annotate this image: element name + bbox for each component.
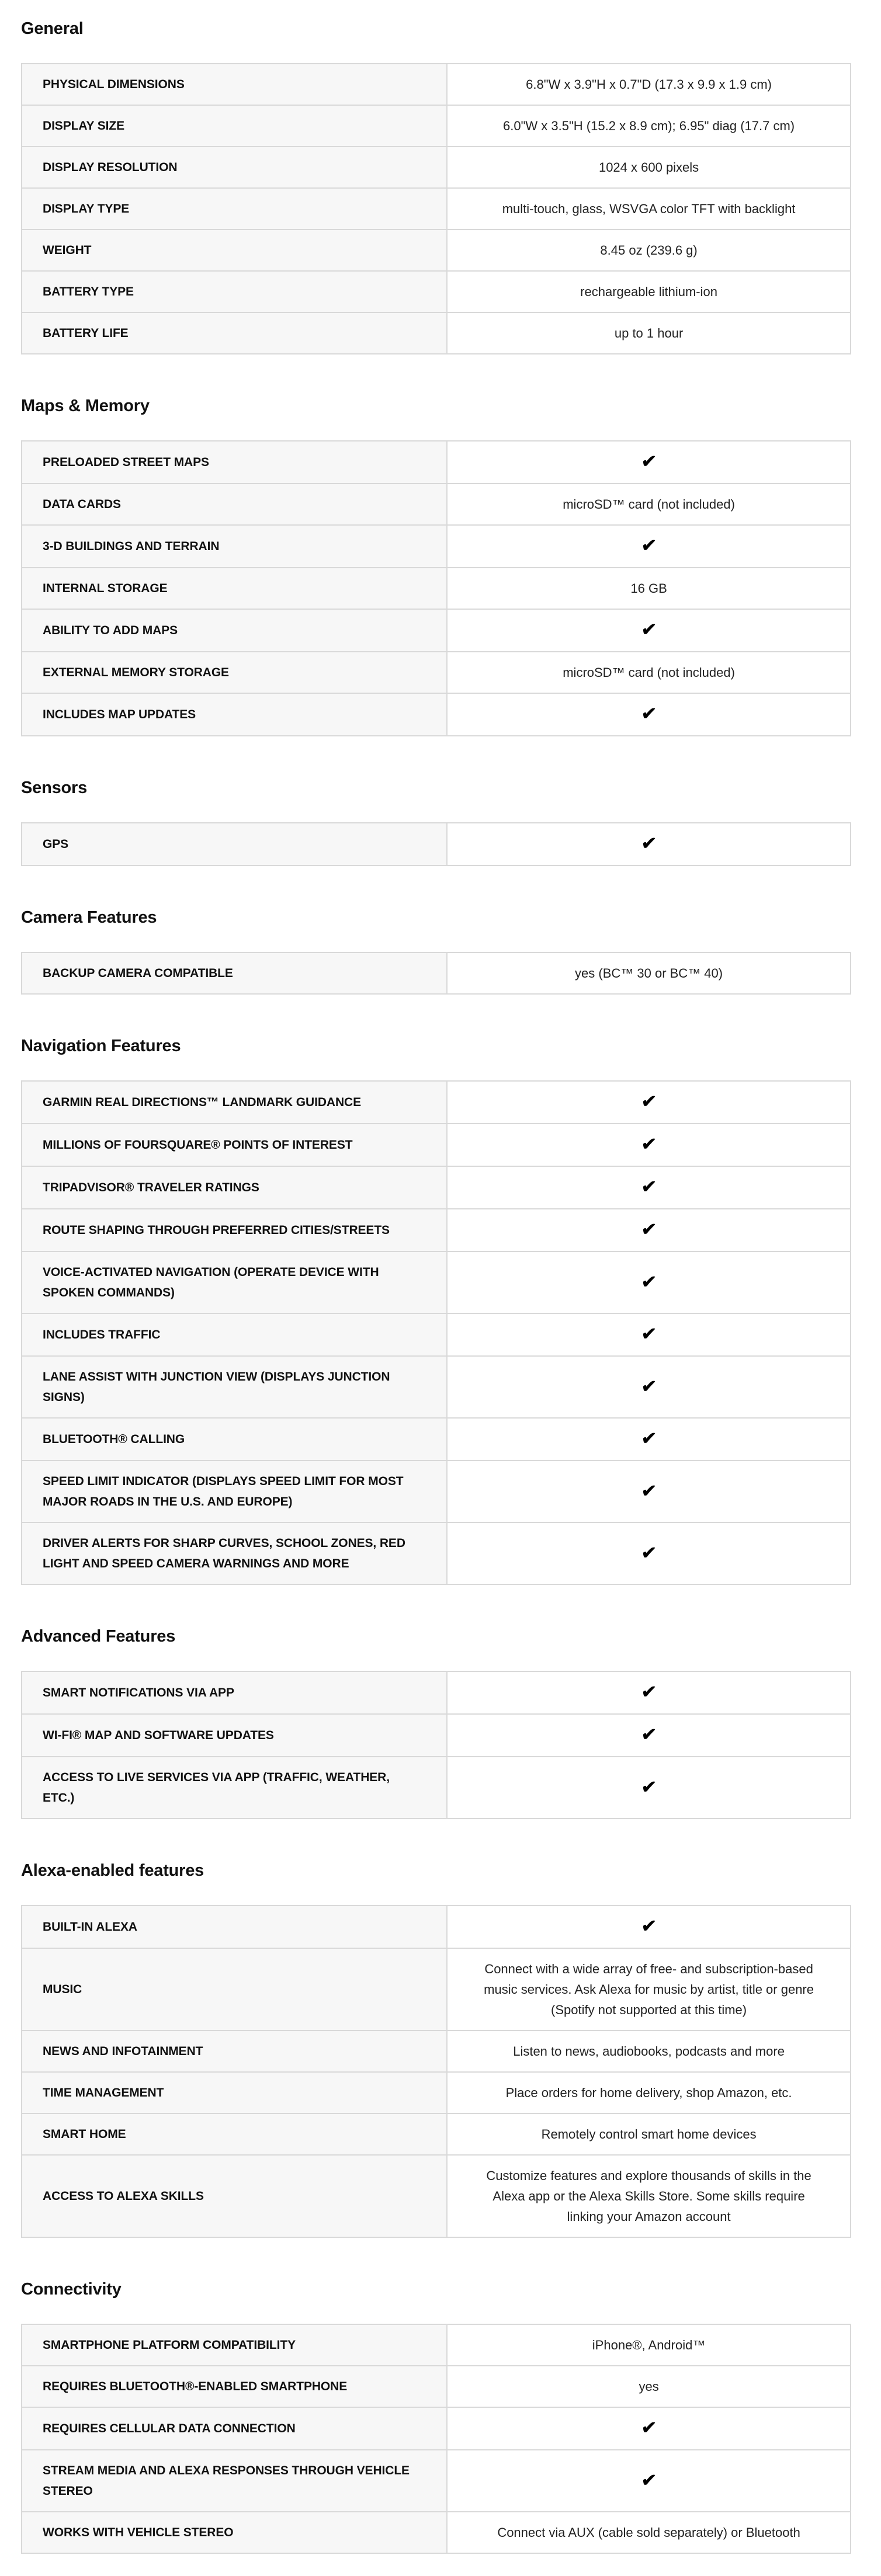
- table-row: [22, 1418, 851, 1461]
- spec-label: GARMIN REAL DIRECTIONS™ LANDMARK GUIDANCE: [22, 1081, 447, 1124]
- spec-table: [21, 2324, 851, 2554]
- spec-label: REQUIRES BLUETOOTH®-ENABLED SMARTPHONE: [22, 2366, 447, 2407]
- spec-label: DISPLAY SIZE: [22, 105, 447, 147]
- spec-value: [447, 1124, 851, 1166]
- table-row: [22, 2366, 851, 2407]
- spec-value: [447, 2407, 851, 2450]
- check-icon: ✔: [640, 1429, 657, 1448]
- table-row: [22, 1906, 851, 1948]
- table-row: [22, 2512, 851, 2553]
- check-icon: ✔: [640, 452, 657, 471]
- spec-value: [447, 1356, 851, 1418]
- spec-label: MUSIC: [22, 1948, 447, 2031]
- spec-label: LANE ASSIST WITH JUNCTION VIEW (DISPLAYS JUNCTION SIGNS): [22, 1356, 447, 1418]
- spec-label: INCLUDES MAP UPDATES: [22, 693, 447, 736]
- table-row: [22, 312, 851, 354]
- spec-value: Remotely control smart home devices: [447, 2113, 851, 2155]
- spec-section: [21, 908, 851, 995]
- spec-value: Place orders for home delivery, shop Amazon, etc.: [447, 2072, 851, 2113]
- spec-table: [21, 1905, 851, 2238]
- spec-label: 3-D BUILDINGS AND TERRAIN: [22, 525, 447, 568]
- spec-label: WEIGHT: [22, 230, 447, 271]
- spec-label: SMART NOTIFICATIONS VIA APP: [22, 1671, 447, 1714]
- spec-value: [447, 1418, 851, 1461]
- table-row: [22, 1522, 851, 1584]
- check-icon: ✔: [640, 1092, 657, 1111]
- table-row: [22, 2324, 851, 2366]
- section-title: Connectivity: [21, 2280, 122, 2299]
- check-icon: ✔: [640, 704, 657, 724]
- table-row: [22, 823, 851, 865]
- spec-value: 16 GB: [447, 568, 851, 609]
- spec-label: INCLUDES TRAFFIC: [22, 1313, 447, 1356]
- spec-value: iPhone®, Android™: [447, 2324, 851, 2366]
- table-row: [22, 441, 851, 484]
- spec-section: [21, 1037, 851, 1585]
- spec-value: [447, 1522, 851, 1584]
- spec-label: ACCESS TO ALEXA SKILLS: [22, 2155, 447, 2237]
- spec-value: [447, 441, 851, 484]
- spec-value: [447, 1714, 851, 1757]
- spec-value: 8.45 oz (239.6 g): [447, 230, 851, 271]
- spec-value: 6.0"W x 3.5"H (15.2 x 8.9 cm); 6.95" diag (17.7 cm): [447, 105, 851, 147]
- spec-label: BATTERY TYPE: [22, 271, 447, 312]
- section-title: Advanced Features: [21, 1627, 176, 1646]
- spec-label: STREAM MEDIA AND ALEXA RESPONSES THROUGH VEHICLE STEREO: [22, 2450, 447, 2512]
- check-icon: ✔: [640, 1272, 657, 1292]
- table-row: [22, 2072, 851, 2113]
- spec-value: [447, 693, 851, 736]
- section-title: Maps & Memory: [21, 397, 150, 415]
- check-icon: ✔: [640, 1220, 657, 1239]
- table-row: [22, 1757, 851, 1819]
- spec-table: [21, 822, 851, 866]
- spec-section: [21, 397, 851, 736]
- table-row: [22, 271, 851, 312]
- check-icon: ✔: [640, 2470, 657, 2490]
- spec-value: [447, 2450, 851, 2512]
- spec-table: [21, 1080, 851, 1585]
- spec-label: SMARTPHONE PLATFORM COMPATIBILITY: [22, 2324, 447, 2366]
- section-title: Navigation Features: [21, 1037, 181, 1055]
- spec-value: microSD™ card (not included): [447, 484, 851, 525]
- spec-value: [447, 1252, 851, 1313]
- spec-value: [447, 1166, 851, 1209]
- table-row: [22, 484, 851, 525]
- spec-label: SMART HOME: [22, 2113, 447, 2155]
- spec-table: [21, 63, 851, 354]
- table-row: [22, 1081, 851, 1124]
- check-icon: ✔: [640, 1376, 657, 1396]
- check-icon: ✔: [640, 1682, 657, 1702]
- spec-value: Connect via AUX (cable sold separately) or Bluetooth: [447, 2512, 851, 2553]
- spec-section: [21, 2280, 851, 2554]
- table-row: [22, 952, 851, 994]
- check-icon: ✔: [640, 620, 657, 639]
- table-row: [22, 1124, 851, 1166]
- spec-value: rechargeable lithium-ion: [447, 271, 851, 312]
- spec-value: Connect with a wide array of free- and subscription-based music services. Ask Alexa for music by artist, title or genre (Spotify not supported at this time): [447, 1948, 851, 2031]
- table-row: [22, 652, 851, 693]
- check-icon: ✔: [640, 1917, 657, 1936]
- spec-label: BUILT-IN ALEXA: [22, 1906, 447, 1948]
- table-row: [22, 609, 851, 652]
- spec-label: DRIVER ALERTS FOR SHARP CURVES, SCHOOL ZONES, RED LIGHT AND SPEED CAMERA WARNINGS AND MORE: [22, 1522, 447, 1584]
- spec-label: ABILITY TO ADD MAPS: [22, 609, 447, 652]
- spec-value: [447, 823, 851, 865]
- section-title: Sensors: [21, 778, 88, 797]
- spec-value: microSD™ card (not included): [447, 652, 851, 693]
- spec-value: [447, 609, 851, 652]
- table-row: [22, 1948, 851, 2031]
- spec-value: [447, 1461, 851, 1522]
- spec-value: Customize features and explore thousands of skills in the Alexa app or the Alexa Skills Store. Some skills require linking your Amazon account: [447, 2155, 851, 2237]
- spec-value: [447, 525, 851, 568]
- spec-label: REQUIRES CELLULAR DATA CONNECTION: [22, 2407, 447, 2450]
- table-row: [22, 568, 851, 609]
- check-icon: ✔: [640, 1725, 657, 1744]
- spec-value: yes (BC™ 30 or BC™ 40): [447, 952, 851, 994]
- table-row: [22, 2407, 851, 2450]
- table-row: [22, 230, 851, 271]
- check-icon: ✔: [640, 1777, 657, 1797]
- spec-value: [447, 1081, 851, 1124]
- table-row: [22, 2155, 851, 2237]
- spec-section: [21, 19, 851, 354]
- table-row: [22, 147, 851, 188]
- spec-value: [447, 1209, 851, 1252]
- spec-value: yes: [447, 2366, 851, 2407]
- spec-label: ROUTE SHAPING THROUGH PREFERRED CITIES/STREETS: [22, 1209, 447, 1252]
- table-row: [22, 1356, 851, 1418]
- spec-table: [21, 440, 851, 736]
- spec-label: MILLIONS OF FOURSQUARE® POINTS OF INTEREST: [22, 1124, 447, 1166]
- spec-label: PRELOADED STREET MAPS: [22, 441, 447, 484]
- spec-label: INTERNAL STORAGE: [22, 568, 447, 609]
- spec-value: [447, 1906, 851, 1948]
- spec-value: Listen to news, audiobooks, podcasts and more: [447, 2031, 851, 2072]
- table-row: [22, 1209, 851, 1252]
- table-row: [22, 1166, 851, 1209]
- spec-value: multi-touch, glass, WSVGA color TFT with backlight: [447, 188, 851, 230]
- table-row: [22, 1252, 851, 1313]
- check-icon: ✔: [640, 1177, 657, 1197]
- spec-label: DATA CARDS: [22, 484, 447, 525]
- table-row: [22, 693, 851, 736]
- spec-label: ACCESS TO LIVE SERVICES VIA APP (TRAFFIC, WEATHER, ETC.): [22, 1757, 447, 1819]
- spec-value: [447, 1757, 851, 1819]
- spec-label: VOICE-ACTIVATED NAVIGATION (OPERATE DEVICE WITH SPOKEN COMMANDS): [22, 1252, 447, 1313]
- section-title: General: [21, 19, 84, 38]
- spec-label: SPEED LIMIT INDICATOR (DISPLAYS SPEED LIMIT FOR MOST MAJOR ROADS IN THE U.S. AND EUROPE): [22, 1461, 447, 1522]
- spec-label: DISPLAY TYPE: [22, 188, 447, 230]
- table-row: [22, 525, 851, 568]
- table-row: [22, 1313, 851, 1356]
- spec-value: [447, 1671, 851, 1714]
- spec-label: NEWS AND INFOTAINMENT: [22, 2031, 447, 2072]
- spec-label: TIME MANAGEMENT: [22, 2072, 447, 2113]
- spec-label: BLUETOOTH® CALLING: [22, 1418, 447, 1461]
- check-icon: ✔: [640, 1324, 657, 1344]
- spec-label: BATTERY LIFE: [22, 312, 447, 354]
- spec-section: [21, 1627, 851, 1819]
- check-icon: ✔: [640, 1481, 657, 1501]
- spec-label: WI-FI® MAP AND SOFTWARE UPDATES: [22, 1714, 447, 1757]
- spec-label: EXTERNAL MEMORY STORAGE: [22, 652, 447, 693]
- check-icon: ✔: [640, 1543, 657, 1563]
- table-row: [22, 64, 851, 105]
- table-row: [22, 105, 851, 147]
- table-row: [22, 2113, 851, 2155]
- spec-label: TRIPADVISOR® TRAVELER RATINGS: [22, 1166, 447, 1209]
- check-icon: ✔: [640, 536, 657, 555]
- sections-root: [21, 19, 851, 2554]
- table-row: [22, 1714, 851, 1757]
- spec-section: [21, 1861, 851, 2238]
- spec-table: [21, 1671, 851, 1819]
- spec-label: BACKUP CAMERA COMPATIBLE: [22, 952, 447, 994]
- table-row: [22, 1671, 851, 1714]
- section-title: Camera Features: [21, 908, 157, 927]
- table-row: [22, 2450, 851, 2512]
- spec-value: up to 1 hour: [447, 312, 851, 354]
- table-row: [22, 2031, 851, 2072]
- spec-label: GPS: [22, 823, 447, 865]
- spec-table: [21, 952, 851, 995]
- check-icon: ✔: [640, 1135, 657, 1154]
- spec-value: [447, 1313, 851, 1356]
- check-icon: ✔: [640, 2418, 657, 2438]
- table-row: [22, 188, 851, 230]
- table-row: [22, 1461, 851, 1522]
- spec-value: 6.8"W x 3.9"H x 0.7"D (17.3 x 9.9 x 1.9 cm): [447, 64, 851, 105]
- spec-value: 1024 x 600 pixels: [447, 147, 851, 188]
- section-title: Alexa-enabled features: [21, 1861, 204, 1880]
- spec-label: WORKS WITH VEHICLE STEREO: [22, 2512, 447, 2553]
- spec-label: DISPLAY RESOLUTION: [22, 147, 447, 188]
- spec-section: [21, 778, 851, 866]
- check-icon: ✔: [640, 834, 657, 853]
- spec-label: PHYSICAL DIMENSIONS: [22, 64, 447, 105]
